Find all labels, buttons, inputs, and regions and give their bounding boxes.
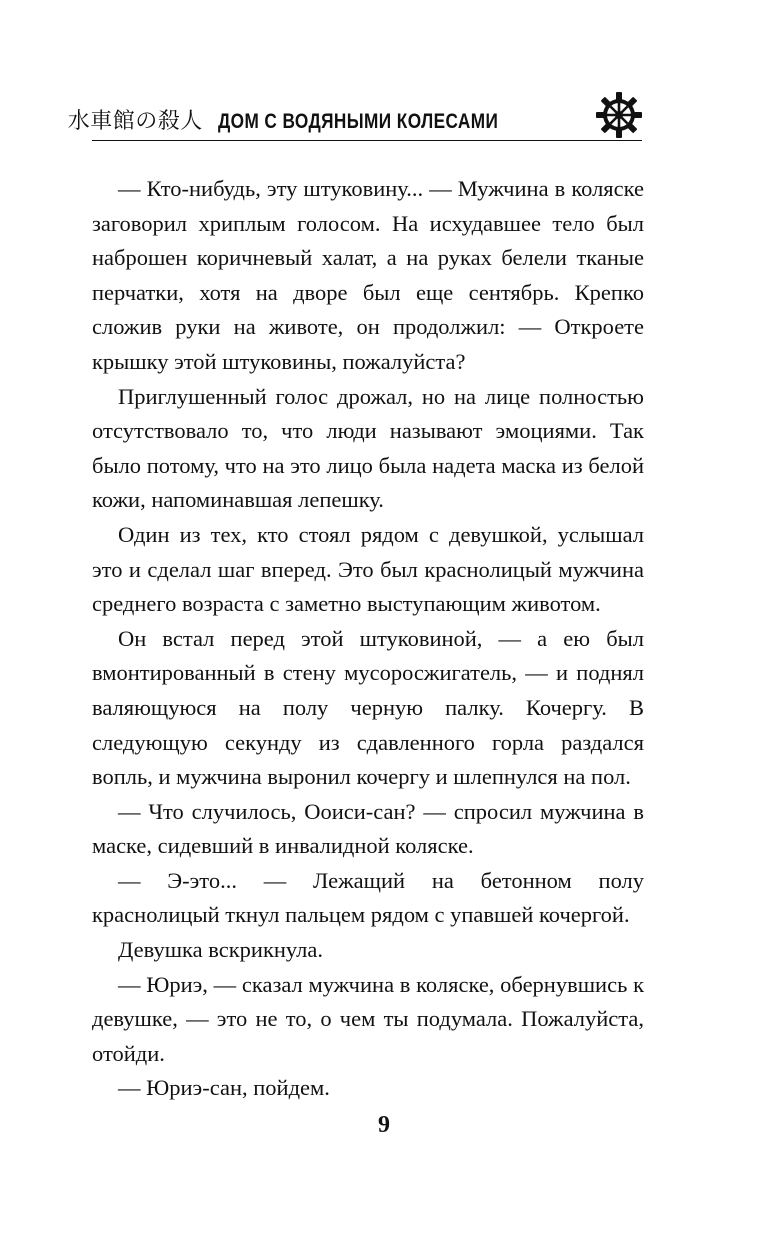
paragraph: Один из тех, кто стоял рядом с девушкой, услышал это и сделал шаг вперед. Это был краснолицый мужчина среднего возраста с заметно выступающим животом. (92, 521, 644, 617)
paragraph: — Кто-нибудь, эту штуковину... — Мужчина в коляске заговорил хриплым голосом. На исхудавшее тело был наброшен коричневый халат, а на руках белели тканые перчатки, хотя на дворе был еще сентябрь. Крепко сложив руки на животе, он продолжил: — Откроете крышку этой штуковины, пожалуйста? (92, 176, 644, 374)
paragraph: Девушка вскрикнула. (118, 937, 324, 963)
page-number: 9 (378, 1112, 390, 1138)
paragraph: — Что случилось, Ооиси-сан? — спросил мужчина в маске, сидевший в инвалидной коляске. (92, 798, 644, 859)
paragraph: — Э-это... — Лежащий на бетонном полу краснолицый ткнул пальцем рядом с упавшей кочергой. (92, 867, 644, 928)
title-russian: ДОМ С ВОДЯНЫМИ КОЛЕСАМИ (218, 110, 499, 133)
running-title (68, 104, 560, 135)
paragraph: Он встал перед этой штуковиной, — а ею был вмонтированный в стену мусоросжигатель, — и поднял валяющуюся на полу черную палку. Кочергу. В следующую секунду из сдавленного горла раздался вопль, и мужчина выронил кочергу и шлепнулся на пол. (92, 625, 644, 790)
body-text (92, 172, 644, 1106)
title-japanese: 水車館の殺人 (67, 109, 203, 134)
paragraph: — Юриэ, — сказал мужчина в коляске, обернувшись к девушке, — это не то, о чем ты подумала. Пожалуйста, отойди. (92, 971, 644, 1066)
running-header (67, 92, 642, 140)
header-rule (92, 140, 642, 141)
water-wheel-icon (596, 92, 642, 138)
paragraph: Приглушенный голос дрожал, но на лице полностью отсутствовало то, что люди называют эмоциями. Так было потому, что на это лицо была надета маска из белой кожи, напоминавшая лепешку. (92, 383, 644, 513)
paragraph: — Юриэ-сан, пойдем. (118, 1075, 330, 1101)
